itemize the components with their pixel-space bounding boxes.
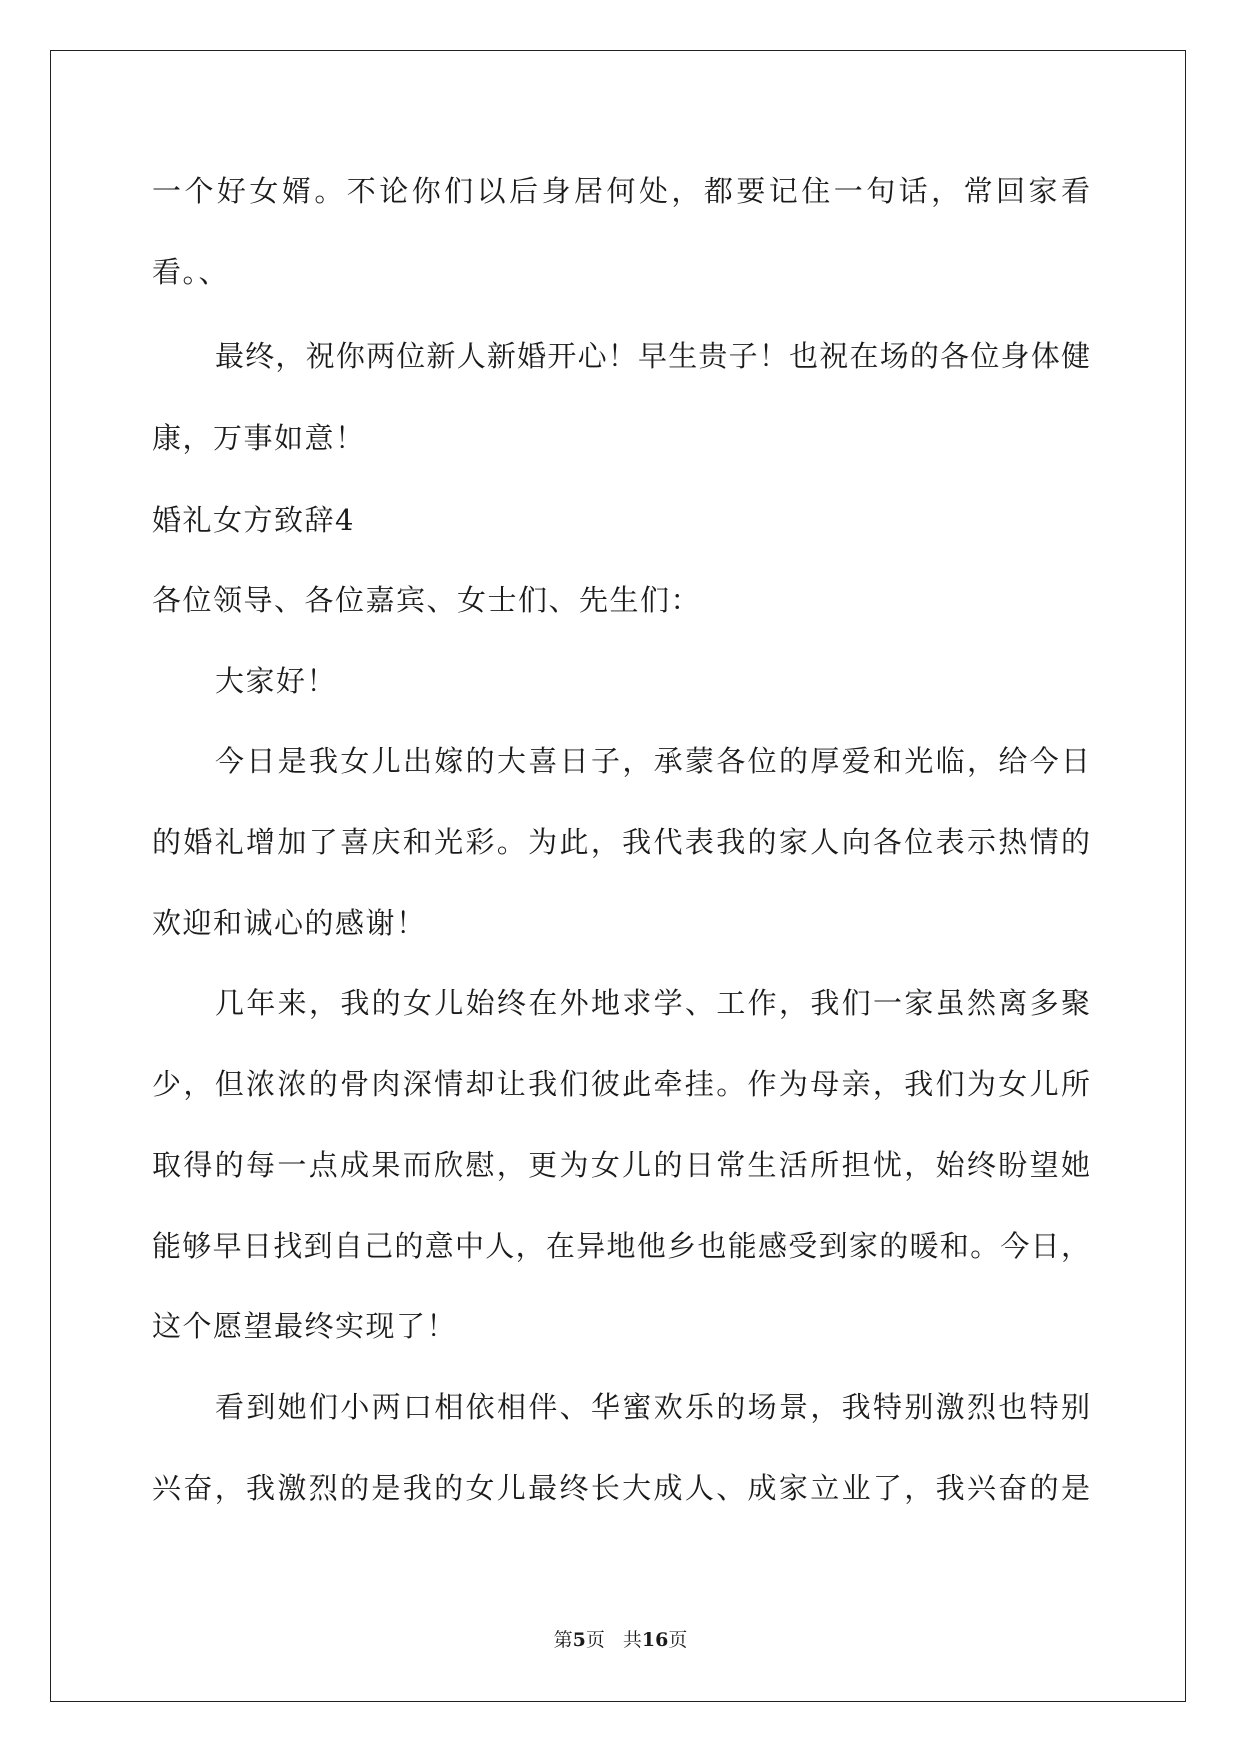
text-line: 看到她们小两口相依相伴、华蜜欢乐的场景，我特别激烈也特别 [215,1390,1090,1424]
text-line: 最终，祝你两位新人新婚开心！早生贵子！也祝在场的各位身体健 [215,339,1090,373]
page-number: 5 [572,1629,586,1651]
page-prefix: 第 [553,1629,573,1651]
page-footer [0,1628,1241,1652]
text-line: 的婚礼增加了喜庆和光彩。为此，我代表我的家人向各位表示热情的 [152,825,1090,859]
text-line: 欢迎和诚心的感谢！ [152,906,427,940]
text-line: 这个愿望最终实现了！ [152,1309,458,1343]
salutation: 各位领导、各位嘉宾、女士们、先生们： [152,583,702,617]
greeting: 大家好！ [215,664,338,698]
text-line: 兴奋，我激烈的是我的女儿最终长大成人、成家立业了，我兴奋的是 [152,1471,1090,1505]
page-suffix: 页 [585,1629,605,1651]
text-line: 看。、 [152,255,230,289]
total-suffix: 页 [668,1629,688,1651]
text-line: 康，万事如意！ [152,421,366,455]
section-heading: 婚礼女方致辞4 [152,503,355,537]
total-prefix: 共 [622,1629,642,1651]
page-border [50,50,1186,1702]
total-pages: 16 [641,1629,669,1651]
text-line: 少，但浓浓的骨肉深情却让我们彼此牵挂。作为母亲，我们为女儿所 [152,1067,1090,1101]
text-line: 几年来，我的女儿始终在外地求学、工作，我们一家虽然离多聚 [215,986,1090,1020]
text-line: 取得的每一点成果而欣慰，更为女儿的日常生活所担忧，始终盼望她 [152,1148,1090,1182]
text-line: 一个好女婿。不论你们以后身居何处，都要记住一句话，常回家看 [152,174,1090,208]
text-line: 今日是我女儿出嫁的大喜日子，承蒙各位的厚爱和光临，给今日 [215,744,1090,778]
text-line: 能够早日找到自己的意中人，在异地他乡也能感受到家的暖和。今日， [152,1229,1090,1263]
